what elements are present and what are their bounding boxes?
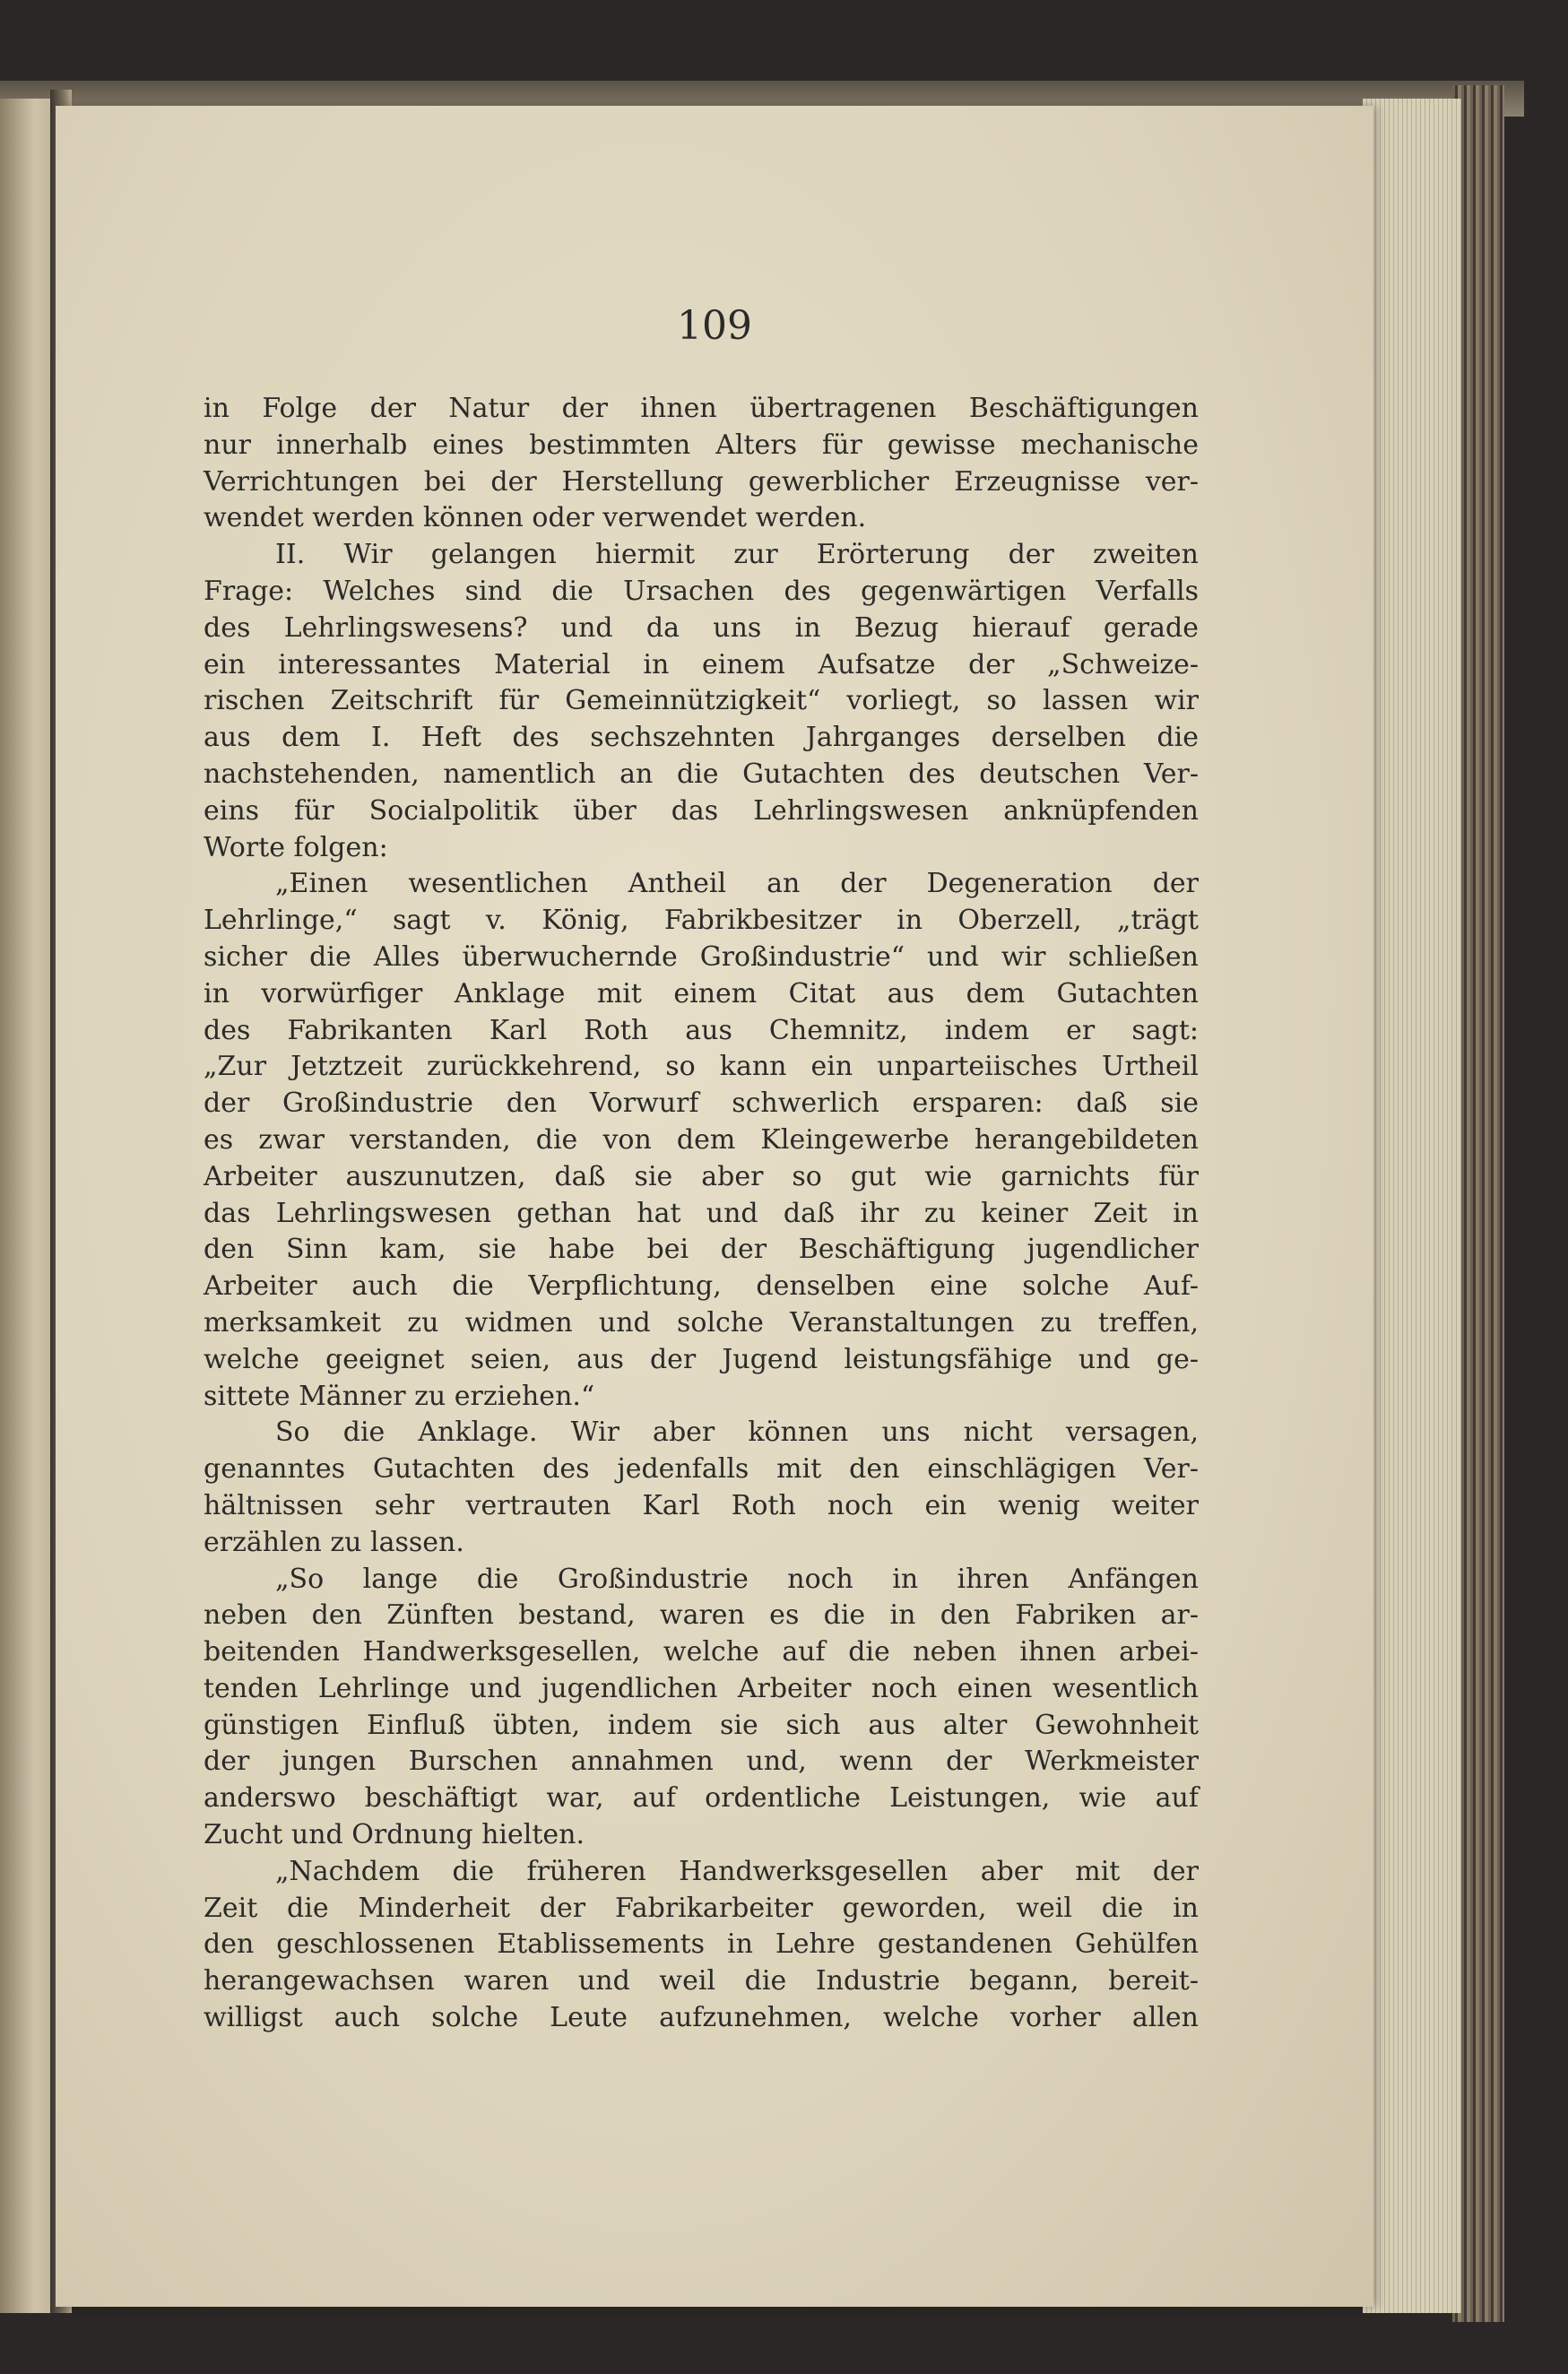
text-line: herangewachsen waren und weil die Industrie begann, bereit- — [204, 1965, 1199, 1997]
text-line: den geschlossenen Etablissements in Lehre gestandenen Gehülfen — [204, 1928, 1199, 1961]
text-line: in vorwürfiger Anklage mit einem Citat aus dem Gutachten — [204, 977, 1199, 1009]
text-line: Arbeiter auszunutzen, daß sie aber so gut wie garnichts für — [204, 1160, 1199, 1192]
text-line: rischen Zeitschrift für Gemeinnützigkeit“ vorliegt, so lassen wir — [204, 685, 1199, 717]
text-line: es zwar verstanden, die von dem Kleingewerbe herangebildeten — [204, 1123, 1199, 1156]
text-line: sittete Männer zu erziehen.“ — [204, 1380, 595, 1412]
text-line: „So lange die Großindustrie noch in ihren Anfängen — [275, 1563, 1199, 1595]
text-line: den Sinn kam, sie habe bei der Beschäftigung jugendlicher — [204, 1234, 1199, 1266]
text-line: in Folge der Natur der ihnen übertragenen Beschäftigungen — [204, 393, 1199, 424]
text-line: neben den Zünften bestand, waren es die in den Fabriken ar- — [204, 1599, 1199, 1632]
text-line: Worte folgen: — [204, 831, 388, 863]
text-line: tenden Lehrlinge und jugendlichen Arbeiter noch einen wesentlich — [204, 1672, 1199, 1704]
page-number: 109 — [677, 303, 752, 349]
text-line: So die Anklage. Wir aber können uns nicht versagen, — [275, 1417, 1199, 1449]
text-line: „Nachdem die früheren Handwerksgesellen aber mit der — [275, 1855, 1199, 1887]
text-line: Zucht und Ordnung hielten. — [204, 1819, 585, 1851]
text-line: günstigen Einfluß übten, indem sie sich aus alter Gewohnheit — [204, 1709, 1199, 1741]
text-line: II. Wir gelangen hiermit zur Erörterung der zweiten — [275, 539, 1199, 571]
text-line: das Lehrlingswesen gethan hat und daß ihr zu keiner Zeit in — [204, 1197, 1199, 1229]
body-text — [204, 391, 1199, 2037]
text-line: Zeit die Minderheit der Fabrikarbeiter geworden, weil die in — [204, 1892, 1199, 1924]
text-line: nur innerhalb eines bestimmten Alters für gewisse mechanische — [204, 429, 1199, 461]
text-line: erzählen zu lassen. — [204, 1526, 464, 1558]
text-line: welche geeignet seien, aus der Jugend leistungsfähige und ge- — [204, 1343, 1199, 1375]
text-line: Frage: Welches sind die Ursachen des gegenwärtigen Verfalls — [204, 575, 1199, 607]
text-line: ein interessantes Material in einem Aufsatze der „Schweize- — [204, 648, 1199, 680]
text-line: des Lehrlingswesens? und da uns in Bezug hierauf gerade — [204, 611, 1199, 644]
text-line: „Zur Jetztzeit zurückkehrend, so kann ein unparteiisches Urtheil — [204, 1051, 1199, 1083]
text-line: Verrichtungen bei der Herstellung gewerblicher Erzeugnisse ver- — [204, 465, 1199, 498]
text-line: der Großindustrie den Vorwurf schwerlich ersparen: daß sie — [204, 1087, 1199, 1120]
text-line: beitenden Handwerksgesellen, welche auf die neben ihnen arbei- — [204, 1636, 1199, 1668]
text-line: willigst auch solche Leute aufzunehmen, welche vorher allen — [204, 2002, 1199, 2034]
text-line: sicher die Alles überwuchernde Großindustrie“ und wir schließen — [204, 940, 1199, 973]
text-line: Arbeiter auch die Verpflichtung, denselben eine solche Auf- — [204, 1270, 1199, 1303]
text-line: der jungen Burschen annahmen und, wenn der Werkmeister — [204, 1746, 1199, 1778]
text-line: anderswo beschäftigt war, auf ordentliche Leistungen, wie auf — [204, 1782, 1199, 1815]
text-line: hältnissen sehr vertrauten Karl Roth noch ein wenig weiter — [204, 1489, 1199, 1521]
text-line: genanntes Gutachten des jedenfalls mit den einschlägigen Ver- — [204, 1453, 1199, 1486]
text-line: merksamkeit zu widmen und solche Veranstaltungen zu treffen, — [204, 1306, 1199, 1339]
text-line: „Einen wesentlichen Antheil an der Degeneration der — [275, 868, 1199, 900]
text-line: Lehrlinge,“ sagt v. König, Fabrikbesitzer in Oberzell, „trägt — [204, 905, 1199, 937]
book-page — [56, 106, 1373, 2307]
text-line: wendet werden können oder verwendet werden. — [204, 502, 867, 534]
text-line: nachstehenden, namentlich an die Gutachten des deutschen Ver- — [204, 758, 1199, 790]
text-line: eins für Socialpolitik über das Lehrlingswesen anknüpfenden — [204, 794, 1199, 827]
text-line: aus dem I. Heft des sechszehnten Jahrganges derselben die — [204, 722, 1199, 754]
text-line: des Fabrikanten Karl Roth aus Chemnitz, indem er sagt: — [204, 1014, 1199, 1046]
page-stack-edge — [1363, 99, 1461, 2313]
